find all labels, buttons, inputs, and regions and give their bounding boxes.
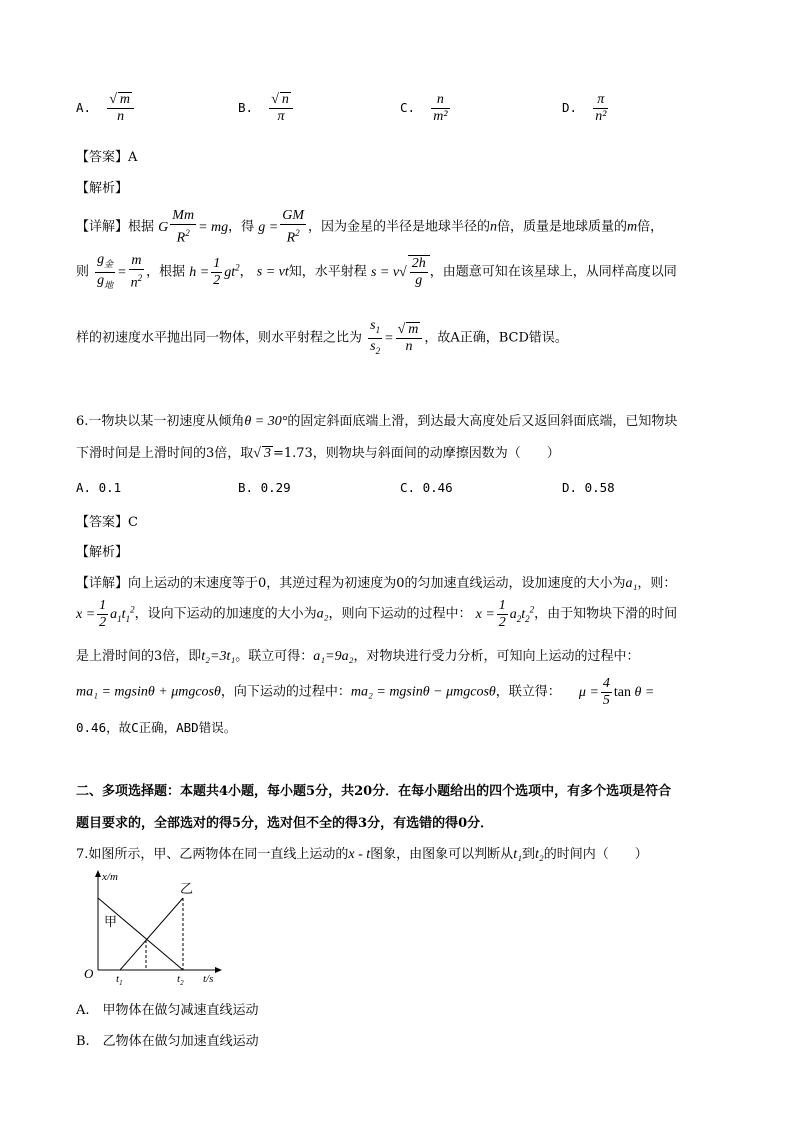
option-label: C. xyxy=(400,100,416,115)
q6-answer: 【答案】C xyxy=(76,515,138,530)
q6-detail-line-1: 【详解】向上运动的末速度等于0，其逆过程为初速度为0的匀加速直线运动，设加速度的大小为a₁，则： xyxy=(76,576,677,591)
y-axis-arrow-icon xyxy=(95,870,101,877)
q6-analysis: 【解析】 xyxy=(76,545,129,560)
q6-stem-line-2: 下滑时间是上滑时间的3倍，取√ 3 =1.73，则物块与斜面间的动摩擦因数为（ ） xyxy=(76,446,560,461)
t2-label: $t_2$ xyxy=(177,973,184,986)
q5-answer: 【答案】A xyxy=(76,150,138,165)
q7-option-b: B. 乙物体在做匀加速直线运动 xyxy=(76,1034,259,1049)
formula-s: s = v√ $\frac{2h}{g}$ xyxy=(371,265,430,280)
q5-detail-line-2: 则 $\frac{g_金}{g_地}$ = $\frac{m}{n^2}$ ，根据 h = $\frac{1}{2}$ $gt^2$， s = vt知，水平射程 s = v√ $\frac{2h}{g}$ ，由题意可知在该星球上，从同样高度以同 xyxy=(76,252,677,291)
q5-detail-line-3: 样的初速度水平抛出同一物体，则水平射程之比为 $\frac{s_1}{s_2}$ = $\frac{√ m}{n}$ ，故A正确，BCD错误。 xyxy=(76,318,568,356)
q5-option-b xyxy=(238,92,295,125)
q6-option-b: B. 0.29 xyxy=(238,480,291,495)
y-axis-label: x/m xyxy=(102,871,118,883)
q6-detail-line-4: ma₁ = mgsinθ + μmgcosθ，向下运动的过程中：ma₂ = mgsinθ − μmgcosθ，联立得： μ = $\frac{4}{5}$ tan θ = xyxy=(76,676,655,708)
sqrt3: √ 3 xyxy=(253,446,271,461)
formula-g: g = $\frac{GM}{R^2}$ xyxy=(258,208,305,246)
fraction: $\frac{√ m}{n}$ xyxy=(107,92,134,125)
formula-mu: μ = $\frac{4}{5}$ tan θ = xyxy=(578,676,655,708)
origin-label: O xyxy=(84,966,94,981)
line-jia xyxy=(98,898,183,970)
jia-label: 甲 xyxy=(104,915,118,930)
q6-option-c: C. 0.46 xyxy=(400,480,453,495)
t1-label: $t_1$ xyxy=(116,973,123,986)
xt-graph xyxy=(70,868,240,986)
fraction: $\frac{n}{\text{m²}}$ xyxy=(433,92,448,124)
formula-gravity: G $\frac{Mm}{R^2}$ = mg xyxy=(158,208,229,246)
fraction: $\frac{\pi}{\text{n²}}$ xyxy=(595,92,607,124)
option-label: D. xyxy=(562,100,578,115)
q6-detail-line-2: x = $\frac{1}{2}$ $a_1t_1^2$，设向下运动的加速度的大小为a₂，则向下运动的过程中： x = $\frac{1}{2}$ $a_2t_2^2$，由于知物块下滑的时间 xyxy=(76,598,678,630)
q5-detail-line-1: 【详解】根据 G $\frac{Mm}{R^2}$ = mg，得 g = $\frac{GM}{R^2}$ ，因为金星的半径是地球半径的n倍，质量是地球质量的m倍， xyxy=(76,208,664,246)
q6-option-d: D. 0.58 xyxy=(562,480,615,495)
q5-option-c xyxy=(400,92,452,125)
fraction: $\frac{√ n}{\pi}$ xyxy=(269,92,293,125)
line-yi xyxy=(120,898,183,970)
q5-option-a xyxy=(76,92,136,125)
formula-h: h = $\frac{1}{2}$ $gt^2$ xyxy=(189,255,240,288)
q6-detail-line-3: 是上滑时间的3倍，即t₂=3t₁。联立可得：a₁=9a₂，对物块进行受力分析，可知向上运动的过程中： xyxy=(76,649,640,664)
formula-x-up: x = $\frac{1}{2}$ $a_1t_1^2$ xyxy=(76,598,135,630)
formula-s-ratio: $\frac{s_1}{s_2}$ = $\frac{√ m}{n}$ xyxy=(366,331,424,346)
q7-option-a: A. 甲物体在做匀减速直线运动 xyxy=(76,1003,259,1018)
q7-stem: 7.如图所示，甲、乙两物体在同一直线上运动的x - t图象，由图象可以判断从t₁到t₂的时间内（ ） xyxy=(76,847,648,862)
q6-option-a: A. 0.1 xyxy=(76,480,122,495)
x-axis-label: t/s xyxy=(203,973,214,985)
q5-analysis: 【解析】 xyxy=(76,181,129,196)
yi-label: 乙 xyxy=(180,882,194,897)
option-label: B. xyxy=(238,100,254,115)
option-label: A. xyxy=(76,100,92,115)
section2-heading-line-2: 题目要求的，全部选对的得5分，选对但不全的得3分，有选错的得0分． xyxy=(76,816,494,831)
section2-heading-line-1: 二、多项选择题：本题共4小题，每小题5分，共20分．在每小题给出的四个选项中，有多个选项是符合 xyxy=(76,784,672,799)
q5-option-d xyxy=(562,92,610,125)
formula-x-down: x = $\frac{1}{2}$ $a_2t_2^2$ xyxy=(475,598,535,630)
x-axis-arrow-icon xyxy=(215,967,222,973)
formula-ratio: $\frac{g_金}{g_地}$ = $\frac{m}{n^2}$ xyxy=(97,252,143,291)
q6-detail-line-5: 0.46，故C正确，ABD错误。 xyxy=(76,720,237,735)
q6-stem-line-1: 6.一物块以某一初速度从倾角θ = 30°的固定斜面底端上滑，到达最大高度处后又返回斜面底端，已知物块 xyxy=(76,414,678,429)
